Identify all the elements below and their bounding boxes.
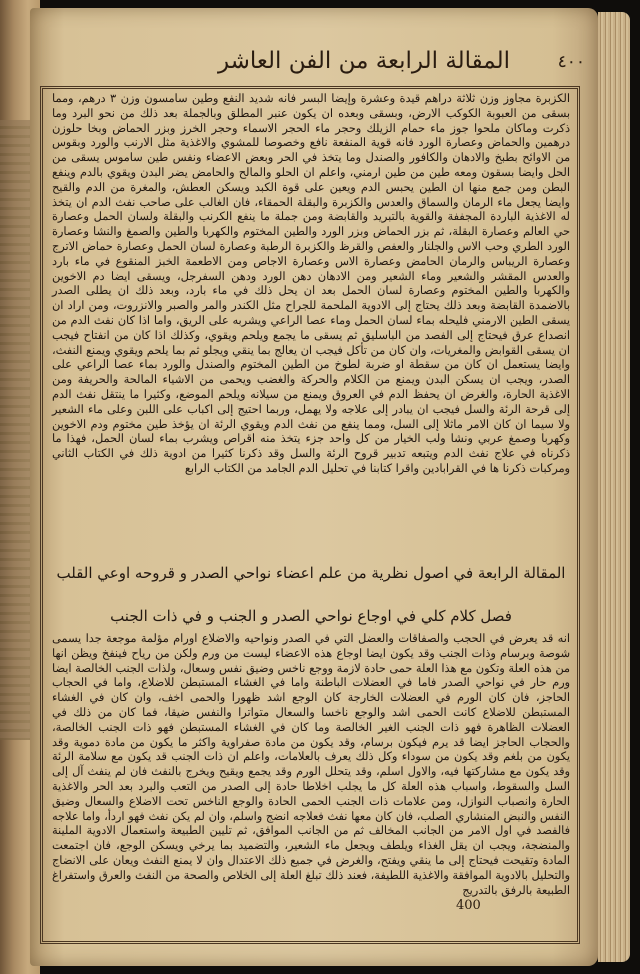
page-header: [70, 44, 590, 84]
paragraph-1: الكزبرة مجاوز وزن ثلاثة دراهم قيدة وعشرة وإيضا البسر فانه شديد النفع وطين سامسون وزن ٣ درهم، ومما بسقى من العبوبة الكوكب الارض، وبسقى وبعده ان يكون عنبر المطلق وبالجملة بعد ذلك من نحو البرد وما ذكرت وماكان ملحوا جوز ماء حمام الزيلك وحجر ماء الحجر الاسماء وحجر الخرز وبزر الحماض وبخا حلوزن درهمين والحماض وعصارة الورد فانه قوية المنفعة نافع وخصوصا للمشوي والاغذية مثل الارنب والورد وبقوس من الاوائح بطبخ والادهان والكافور والصندل وما يتخذ في الحر وبعض الاعضاء ونفس طين ساموس يسقى من الحل وايضا بسقون ومعه طين من طين ارمني، واعلم ان الحلو والمالح والحامض يضر البدن ويقوي بالدم وينفع البطن ومن جمع منها ان الطين يحبس الدم ويعين على قوة الكبد ويسكن العطش، والمغرة من الدم والقيح وايضا يجعل ماء الرمان والسماق والعدس والكزبرة والبقلة الحمقاء، فان الغالب على صاحب نفث الدم ان يتخذ له الاغذية الباردة المجففة والقوية بالتبريد والقابضة ومن جملة ما ينفع الكرنب والبقلة ولسان الحمل وعصارة حي العالم وعصارة البقلة، ثم بزر الحماض وبزر الورد والطين المختوم والكهربا والطين والصمغ والنشا وعصارة الورد الطري وحب الاس والجلنار والعفص والقرظ والكزبرة الرطبة وعصارة لسان الحمل وعصارة حماض الاترج وعصارة الريباس والرمان الحامض وعصارة الاس وعصارة الاجاص ومن الاطعمة الخبز المنقوع في ماء بارد والعدس المقشر والشعير وماء الشعير ومن الادهان دهن الورد ودهن السفرجل، ويسقى ايضا دم الاخوين والكهربا والطين المختوم وعصارة لسان الحمل بعد ان يحل ذلك في ماء بارد، وبعد ذلك ان يطلى الصدر بالاضمدة القابضة وبعد ذلك يحتاج إلى الادوية الملحمة للجراح مثل الكندر والمر والصبر والانزروت، ومن اراد ان يسقى الطين الارمني فليحله بماء لسان الحمل وماء عصا الراعي ويشربه على الريق، واما اذا كان نفث الدم من انصداع عرق فيحتاج إلى الفصد من الباسليق ثم يسقى ما يجمع ويلحم ويقوي، وكذلك اذا كان من انفتاح فيجب ان يسقى القوابض والمغريات، وان كان من تأكل فيجب ان يعالج بما ينقي ويجلو ثم بما يلحم ويقوي ويمنع النفث، وايضا يستعمل ان كان من سقطة او ضربة لطوخ من الطين المختوم والصندل والورد بماء عصا الراعي على الصدر، ويجب ان يسكن البدن ويمنع من الكلام والحركة والغضب ويحمى من الاشياء المالحة والحريفة ومن الاغذية الحارة، والغرض ان يحفظ الدم في العروق ويمنع من سيلانه ويلحم الموضع، وكثيرا ما ينتقل نفث الدم إلى قرحة الرئة والسل فيجب ان يبادر إلى علاجه ولا يهمل، وربما احتيج إلى اكباب على اللبن وعلى ماء الشعير ولا سيما ان كان الامر ماثلا إلى السل، ومما ينفع من نفث الدم ويقوي الرئة ان يؤخذ طين مختوم ودم الاخوين وكهربا وصمغ عربي ونشا ولب الخيار من كل واحد جزء يتخذ منه اقراص ويشرب بماء لسان الحمل، فهذا ما ذكرناه في علاج نفث الدم ويتبعه تدبير قروح الرئة والسل وقد ذكرنا كثيرا من ادوية ذلك في الكتاب الثاني ومركبات ذكرنا ها في القرابادين واقرا كتابنا في تحليل الدم الجامد من الكتاب الرابع: [52, 92, 570, 475]
paragraph-2: انه قد يعرض في الحجب والصفاقات والعضل التي في الصدر ونواحيه والاضلاع اورام مؤلمة موجعة جدا يسمى شوصة وبرسام وذات الجنب وقد يكون ايضا اوجاع هذه الاعضاء ليست من ورم ولكن من رياح فينفخ ويظن انها من هذه العلة وتكون مع هذا العلة حمى حادة لازمة ووجع ناخس وضيق نفس وسعال، ولذات الجنب الخالصة ايضا ورم حار في نواحي الصدر فاما في العضلات الباطنة واما في الغشاء المستبطن للاضلاع، واما في الحجاب الحاجز، فان كان الورم في العضلات الخارجة كان الوجع اشد ظهورا والحمى اخف، وان كان في الغشاء المستبطن للاضلاع كانت الحمى اشد والوجع ناخسا والسعال متواترا والنفس ضيقا، فما كان من ذلك في العضلات الظاهرة فهو ذات الجنب الغير الخالصة وما كان في الغشاء المستبطن فهو ذات الجنب الخالصة، والحجاب الحاجز ايضا قد يرم فيكون برسام، وقد يكون من مادة صفراوية واكثر ما يكون من مادة دموية وقد يكون من بلغم وقد يكون من سوداء وكل ذلك يعرف بالعلامات، واعلم ان ذات الجنب قد يكون مع سلامة الرئة وقد يكون مع مشاركتها فيه، والاول اسلم، وقد يتحلل الورم وقد يجمع ويقيح ويخرج بالنفث فان لم ينفث آل إلى السل والسقوط، واسباب هذه العلة كل ما يجلب اخلاطا حادة إلى الصدر من التعب والبرد بعد الحر والاغذية الحارة وانصباب النوازل، ومن علامات ذات الجنب الحمى الحادة والوجع الناخس تحت الاضلاع والسعال وضيق النفس والنبض المنشاري الصلب، فان كان معها نفث فعلاجه انضج واسلم، وان لم يكن نفث فهو اردأ، واما علاجه فالفصد في اول الامر من الجانب المخالف ثم من الجانب الموافق، ثم تليين الطبيعة واستعمال الادوية الملينة والمنضجة، ويجب ان يقل الغذاء ويلطف ويجعل ماء الشعير، والتضميد بما يرخي ويسكن الوجع، فان اجتمعت المادة وتقيحت فيحتاج إلى ما ينقي ويفتح، والغرض في جميع ذلك الاعتدال وان لا يمنع النفث ويعان على الانضاج والتحليل بالادوية الموافقة والاغذية اللطيفة، فعند ذلك تبلغ العلة إلى الخلاص والصحة من النفث والعرق واستفراغ الطبيعة بالرفق بالتدريج: [52, 632, 570, 897]
chapter-heading: المقالة الرابعة في اصول نظرية من علم اعضاء نواحي الصدر و قروحه اوعي القلب: [56, 564, 566, 582]
page-number-top: ٤٠٠: [557, 52, 585, 72]
page-edges: [598, 12, 630, 962]
section-heading: فصل كلام كلي في اوجاع نواحي الصدر و الجنب و في ذات الجنب: [110, 607, 512, 625]
text-block: [52, 92, 570, 897]
previous-page-fragment: [0, 120, 30, 740]
running-title: المقالة الرابعة من الفن العاشر: [217, 48, 510, 74]
page-number-bottom: 400: [456, 898, 481, 913]
